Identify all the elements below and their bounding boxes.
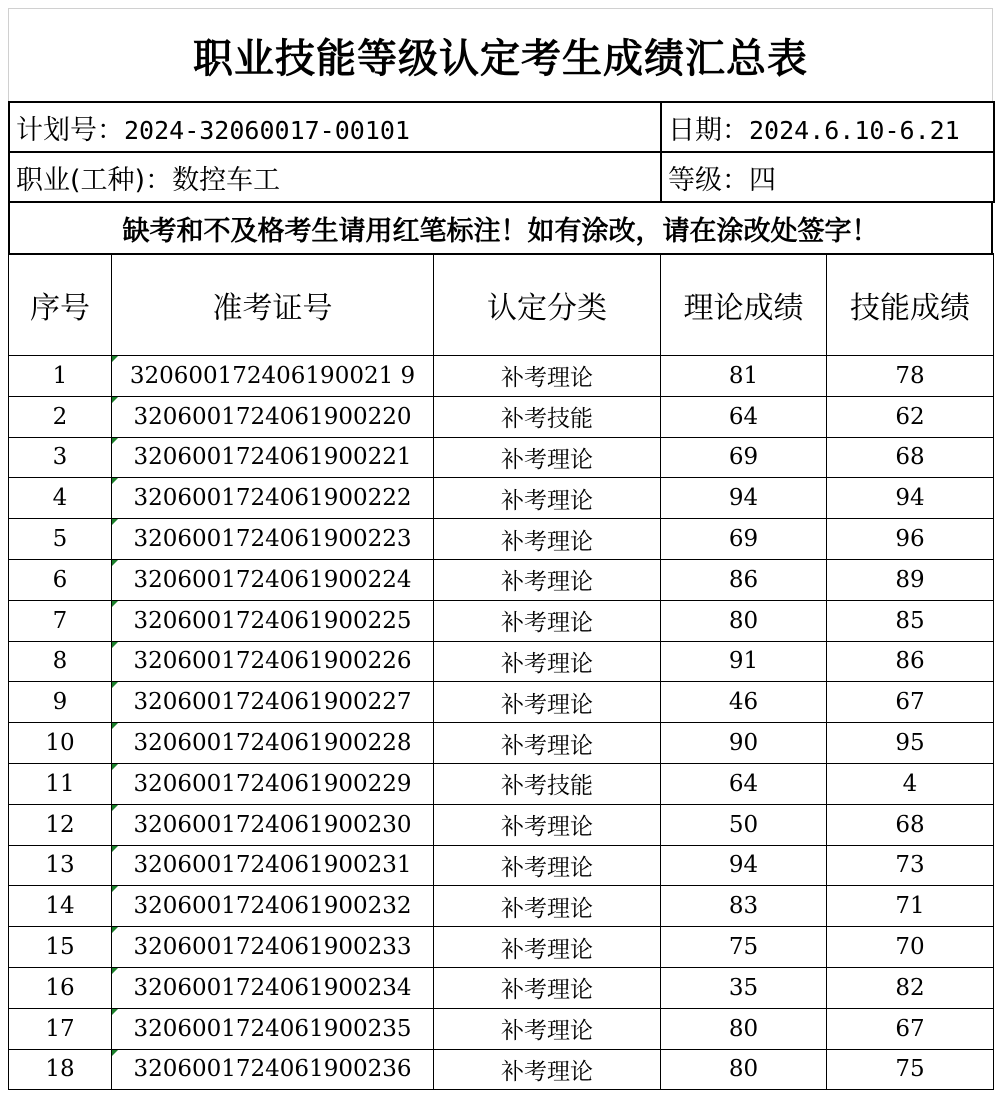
table-row [9,356,994,397]
table-row [9,437,994,478]
theory-score: 69 [661,437,827,478]
theory-score: 64 [661,763,827,804]
category: 补考理论 [434,967,661,1008]
row-number: 3 [9,437,112,478]
row-number: 18 [9,1049,112,1090]
exam-id: 3206001724061900229 [112,763,434,804]
row-number: 13 [9,845,112,886]
date-label: 日期： [668,114,749,146]
theory-score: 94 [661,478,827,519]
skill-score: 95 [827,723,994,764]
header-category: 认定分类 [434,254,661,356]
category: 补考理论 [434,1008,661,1049]
skill-score: 73 [827,845,994,886]
exam-id: 3206001724061900225 [112,600,434,641]
table-row [9,519,994,560]
category: 补考理论 [434,478,661,519]
theory-score: 80 [661,1049,827,1090]
row-number: 6 [9,559,112,600]
row-number: 1 [9,356,112,397]
skill-score: 78 [827,356,994,397]
table-row [9,641,994,682]
skill-score: 70 [827,927,994,968]
row-number: 4 [9,478,112,519]
row-number: 11 [9,763,112,804]
info-table [8,101,995,203]
category: 补考理论 [434,519,661,560]
row-number: 7 [9,600,112,641]
theory-score: 83 [661,886,827,927]
row-number: 5 [9,519,112,560]
notice-banner: 缺考和不及格考生请用红笔标注！如有涂改，请在涂改处签字！ [8,203,993,253]
theory-score: 86 [661,559,827,600]
table-row [9,927,994,968]
table-row [9,845,994,886]
date-cell [661,102,994,152]
plan-label: 计划号： [16,114,124,146]
category: 补考理论 [434,682,661,723]
skill-score: 68 [827,804,994,845]
table-row [9,1049,994,1090]
skill-score: 71 [827,886,994,927]
category: 补考理论 [434,641,661,682]
theory-score: 80 [661,600,827,641]
table-row [9,723,994,764]
exam-id: 3206001724061900223 [112,519,434,560]
exam-id: 320600172406190021 9 [112,356,434,397]
plan-number: 2024-32060017-00101 [124,115,410,145]
table-row [9,763,994,804]
exam-id: 3206001724061900233 [112,927,434,968]
category: 补考理论 [434,845,661,886]
theory-score: 35 [661,967,827,1008]
category: 补考理论 [434,1049,661,1090]
theory-score: 64 [661,396,827,437]
category: 补考理论 [434,723,661,764]
table-row [9,967,994,1008]
level-label: 等级： [668,164,749,196]
skill-score: 75 [827,1049,994,1090]
exam-id: 3206001724061900228 [112,723,434,764]
exam-id: 3206001724061900221 [112,437,434,478]
table-row [9,478,994,519]
table-row [9,1008,994,1049]
theory-score: 75 [661,927,827,968]
category: 补考理论 [434,804,661,845]
skill-score: 62 [827,396,994,437]
row-number: 8 [9,641,112,682]
row-number: 14 [9,886,112,927]
plan-number-cell [9,102,661,152]
header-skill: 技能成绩 [827,254,994,356]
theory-score: 90 [661,723,827,764]
level-cell [661,152,994,202]
exam-id: 3206001724061900236 [112,1049,434,1090]
exam-id: 3206001724061900226 [112,641,434,682]
theory-score: 81 [661,356,827,397]
row-number: 17 [9,1008,112,1049]
header-theory: 理论成绩 [661,254,827,356]
exam-id: 3206001724061900234 [112,967,434,1008]
theory-score: 69 [661,519,827,560]
header-row [9,254,994,356]
exam-id: 3206001724061900224 [112,559,434,600]
exam-id: 3206001724061900220 [112,396,434,437]
theory-score: 46 [661,682,827,723]
row-number: 12 [9,804,112,845]
row-number: 10 [9,723,112,764]
row-number: 2 [9,396,112,437]
score-sheet [8,8,993,1090]
category: 补考技能 [434,396,661,437]
score-rows [9,356,994,1090]
header-no: 序号 [9,254,112,356]
category: 补考理论 [434,437,661,478]
exam-id: 3206001724061900231 [112,845,434,886]
table-row [9,804,994,845]
table-row [9,396,994,437]
exam-id: 3206001724061900222 [112,478,434,519]
exam-id: 3206001724061900235 [112,1008,434,1049]
table-row [9,559,994,600]
skill-score: 67 [827,682,994,723]
skill-score: 86 [827,641,994,682]
sheet-title: 职业技能等级认定考生成绩汇总表 [8,8,993,101]
level-value: 四 [749,164,776,196]
theory-score: 94 [661,845,827,886]
table-row [9,600,994,641]
exam-id: 3206001724061900232 [112,886,434,927]
skill-score: 94 [827,478,994,519]
scores-table [8,253,994,1090]
header-id: 准考证号 [112,254,434,356]
category: 补考理论 [434,886,661,927]
category: 补考理论 [434,356,661,397]
row-number: 16 [9,967,112,1008]
occupation-value: 数控车工 [172,164,281,196]
exam-id: 3206001724061900230 [112,804,434,845]
category: 补考理论 [434,559,661,600]
theory-score: 80 [661,1008,827,1049]
occupation-cell [9,152,661,202]
theory-score: 91 [661,641,827,682]
table-row [9,886,994,927]
theory-score: 50 [661,804,827,845]
date-value: 2024.6.10-6.21 [749,115,960,145]
skill-score: 89 [827,559,994,600]
skill-score: 82 [827,967,994,1008]
category: 补考理论 [434,600,661,641]
skill-score: 68 [827,437,994,478]
skill-score: 85 [827,600,994,641]
category: 补考技能 [434,763,661,804]
exam-id: 3206001724061900227 [112,682,434,723]
category: 补考理论 [434,927,661,968]
table-row [9,682,994,723]
skill-score: 67 [827,1008,994,1049]
row-number: 15 [9,927,112,968]
skill-score: 4 [827,763,994,804]
row-number: 9 [9,682,112,723]
occupation-label: 职业(工种)： [16,164,173,196]
skill-score: 96 [827,519,994,560]
